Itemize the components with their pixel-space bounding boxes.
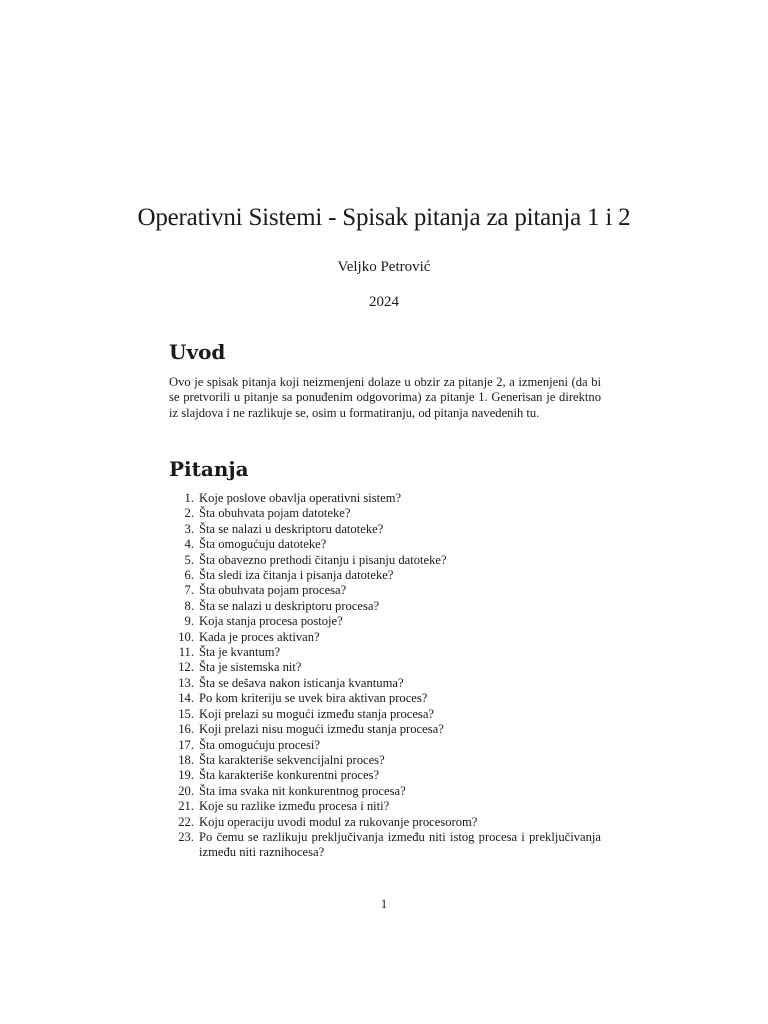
question-number: 15. (178, 706, 194, 721)
question-item (169, 506, 601, 521)
question-number: 5. (184, 552, 194, 567)
question-text: Šta omogućuju procesi? (199, 737, 321, 752)
question-item (169, 630, 601, 645)
question-text: Šta karakteriše konkurentni proces? (199, 768, 380, 783)
question-text: Šta obuhvata pojam datoteke? (199, 506, 351, 521)
question-number: 4. (184, 537, 194, 552)
question-text: Koje poslove obavlja operativni sistem? (199, 491, 402, 505)
question-number: 9. (184, 614, 194, 629)
question-item (169, 815, 601, 830)
question-item (169, 753, 601, 768)
document-author: Veljko Petrović (337, 259, 431, 275)
question-text: Šta obuhvata pojam procesa? (199, 583, 347, 598)
question-text: Šta ima svaka nit konkurentnog procesa? (199, 783, 406, 798)
question-item (169, 691, 601, 706)
question-text: Šta omogućuju datoteke? (199, 537, 327, 552)
question-text: Šta je kvantum? (199, 645, 281, 660)
question-number: 19. (178, 768, 194, 783)
question-item (169, 614, 601, 629)
question-number: 23. (178, 829, 194, 844)
question-text: Koji prelazi su mogući između stanja procesa? (199, 706, 435, 721)
question-text: Koji prelazi nisu mogući između stanja procesa? (199, 722, 444, 737)
question-item (169, 583, 601, 598)
question-item (169, 660, 601, 675)
page-number: 1 (380, 897, 388, 911)
question-number: 10. (178, 629, 194, 644)
question-number: 7. (184, 583, 194, 598)
question-text: Šta se nalazi u deskriptoru datoteke? (199, 521, 384, 536)
question-item (169, 599, 601, 614)
question-item (169, 553, 601, 568)
question-number: 2. (184, 506, 194, 521)
question-text: Šta karakteriše sekvencijalni proces? (199, 752, 385, 767)
question-text: Šta se nalazi u deskriptoru procesa? (199, 598, 380, 613)
question-item (169, 522, 601, 537)
question-text: Šta sledi iza čitanja i pisanja datoteke? (199, 568, 394, 583)
question-number: 22. (178, 814, 194, 829)
section-heading-uvod: Uvod (169, 340, 226, 364)
question-text: Po čemu se razlikuju preključivanja između niti istog procesa i preključivanja između niti raznihocesa? (199, 829, 601, 860)
question-number: 16. (178, 722, 194, 737)
question-text: Koje su razlike između procesa i niti? (199, 799, 390, 814)
question-text: Koju operaciju uvodi modul za rukovanje procesorom? (199, 814, 478, 829)
question-number: 3. (184, 521, 194, 536)
question-text: Koja stanja procesa postoje? (199, 614, 343, 629)
question-text: Šta je sistemska nit? (199, 660, 302, 675)
question-item (169, 645, 601, 660)
question-item (169, 537, 601, 552)
question-text: Šta se dešava nakon isticanja kvantuma? (199, 675, 404, 690)
question-item (169, 707, 601, 722)
question-item (169, 676, 601, 691)
question-text: Šta obavezno prethodi čitanju i pisanju datoteke? (199, 552, 447, 567)
question-number: 6. (184, 568, 194, 583)
question-number: 17. (178, 737, 194, 752)
question-number: 14. (178, 691, 194, 706)
question-item (169, 784, 601, 799)
question-number: 20. (178, 783, 194, 798)
section-heading-pitanja: Pitanja (169, 457, 249, 481)
question-number: 18. (178, 752, 194, 767)
question-list (169, 491, 601, 861)
question-number: 1. (184, 491, 194, 505)
question-number: 8. (184, 598, 194, 613)
document-date: 2024 (369, 294, 399, 310)
question-item (169, 799, 601, 814)
question-item (169, 568, 601, 583)
question-item (169, 768, 601, 783)
question-item (169, 722, 601, 737)
question-number: 13. (178, 675, 194, 690)
question-number: 12. (178, 660, 194, 675)
question-number: 21. (178, 799, 194, 814)
question-item (169, 830, 601, 861)
question-item (169, 491, 601, 506)
question-number: 11. (178, 645, 194, 660)
question-item (169, 738, 601, 753)
document-title: Operativni Sistemi - Spisak pitanja za pitanja 1 i 2 (137, 204, 631, 231)
question-text: Po kom kriteriju se uvek bira aktivan proces? (199, 691, 428, 706)
intro-paragraph: Ovo je spisak pitanja koji neizmenjeni dolaze u obzir za pitanje 2, a izmenjeni (da bi se pretvorili u pitanje sa ponuđenim odgovorima) za pitanje 1. Generisan je direktno iz slajdova i ne razlikuje se, osim u formatiranju, od pitanja navedenih tu. (169, 375, 601, 420)
question-text: Kada je proces aktivan? (199, 629, 320, 644)
